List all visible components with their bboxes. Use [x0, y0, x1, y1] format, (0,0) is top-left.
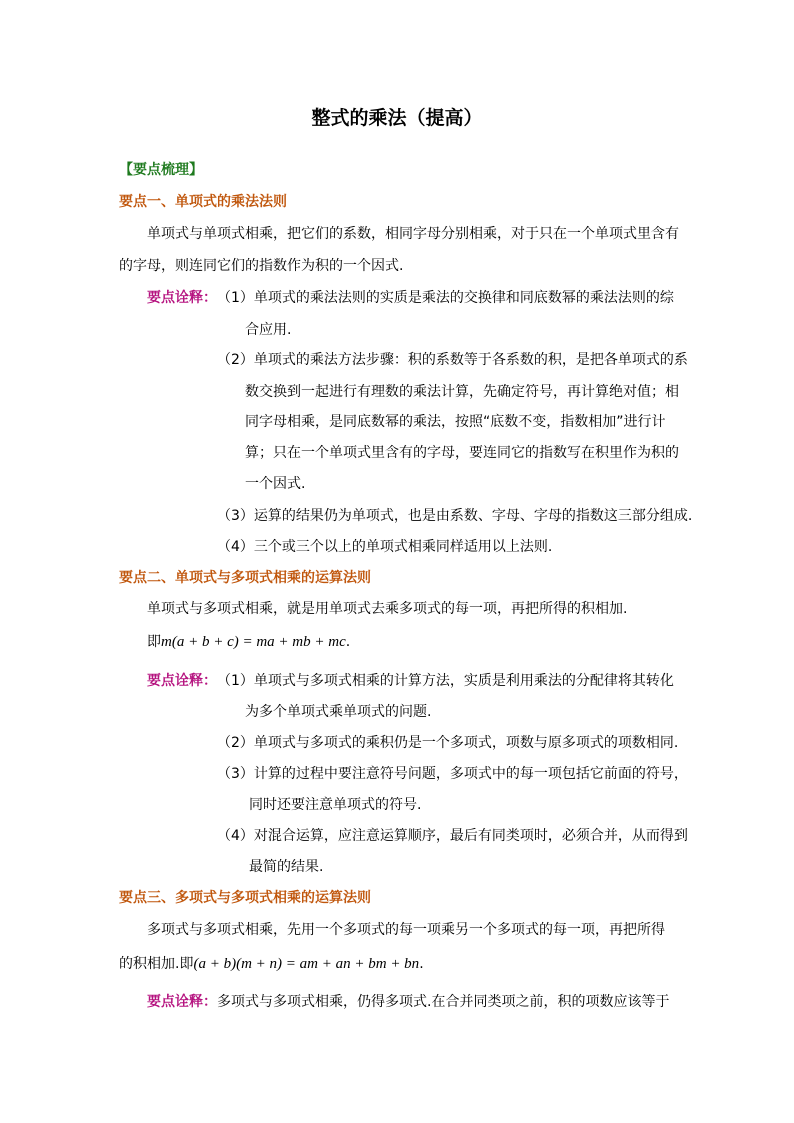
point1-note2-line3: 同字母相乘，是同底数幂的乘法，按照“底数不变，指数相加”进行计 — [245, 414, 666, 430]
point3-formula-suffix: . — [419, 956, 424, 972]
point2-formula-prefix: 即 — [147, 634, 161, 650]
point3-body-prefix: 的积相加.即 — [119, 956, 194, 972]
point3-body-line2 — [119, 954, 424, 974]
point1-body-line1: 单项式与单项式相乘，把它们的系数，相同字母分别相乘，对于只在一个单项式里含有 — [147, 226, 679, 242]
point1-note2-line4: 算；只在一个单项式里含有的字母，要连同它的指数写在积里作为积的 — [245, 445, 679, 461]
point1-note-label: 要点诠释： — [147, 290, 217, 306]
point3-formula-factor-b: (m + n) — [236, 956, 283, 972]
point1-note2-line2: 数交换到一起进行有理数的乘法计算，先确定符号，再计算绝对值；相 — [245, 384, 679, 400]
point1-note2-line1: （2）单项式的乘法方法步骤：积的系数等于各系数的积，是把各单项式的系 — [217, 352, 688, 368]
point2-note1-line1: （1）单项式与多项式相乘的计算方法，实质是利用乘法的分配律将其转化 — [217, 673, 674, 689]
point1-body-line2: 的字母，则连同它们的指数作为积的一个因式. — [119, 258, 404, 274]
point2-note3-line2: 同时还要注意单项式的符号. — [249, 797, 422, 813]
point2-body: 单项式与多项式相乘，就是用单项式去乘多项式的每一项，再把所得的积相加. — [147, 601, 628, 617]
page-title: 整式的乘法（提高） — [311, 107, 483, 129]
point2-note-label: 要点诠释： — [147, 673, 217, 689]
point2-heading: 要点二、单项式与多项式相乘的运算法则 — [119, 570, 371, 586]
point2-note4-line2: 最简的结果. — [249, 859, 324, 875]
point1-note4: （4）三个或三个以上的单项式相乘同样适用以上法则. — [217, 539, 553, 555]
section-header: 【要点梳理】 — [119, 162, 203, 178]
point3-note-text: 多项式与多项式相乘，仍得多项式.在合并同类项之前，积的项数应该等于 — [217, 994, 670, 1010]
point1-note1-line1: （1）单项式的乘法法则的实质是乘法的交换律和同底数幂的乘法法则的综 — [217, 290, 674, 306]
point2-note1-line2: 为多个单项式乘单项式的问题. — [245, 704, 432, 720]
point2-note3-line1: （3）计算的过程中要注意符号问题，多项式中的每一项包括它前面的符号， — [217, 766, 688, 782]
point3-body-line1: 多项式与多项式相乘，先用一个多项式的每一项乘另一个多项式的每一项，再把所得 — [147, 922, 665, 938]
point3-formula-factor-a: (a + b) — [193, 956, 237, 972]
point2-formula-suffix: . — [345, 634, 351, 650]
point2-note4-line1: （4）对混合运算，应注意运算顺序，最后有同类项时，必须合并，从而得到 — [217, 828, 688, 844]
point1-note3: （3）运算的结果仍为单项式，也是由系数、字母、字母的指数这三部分组成. — [217, 508, 693, 524]
point3-note-label: 要点诠释： — [147, 994, 217, 1010]
point2-formula: m(a + b + c) = ma + mb + mc — [161, 634, 346, 650]
point1-heading: 要点一、单项式的乘法法则 — [119, 194, 287, 210]
point3-heading: 要点三、多项式与多项式相乘的运算法则 — [119, 890, 371, 906]
point2-formula-line — [147, 632, 350, 652]
point2-note2: （2）单项式与多项式的乘积仍是一个多项式，项数与原多项式的项数相同. — [217, 735, 679, 751]
point1-note2-line5: 一个因式. — [245, 476, 306, 492]
point1-note1-line2: 合应用. — [245, 322, 292, 338]
point3-formula-rest: = am + an + bm + bn — [282, 956, 420, 972]
